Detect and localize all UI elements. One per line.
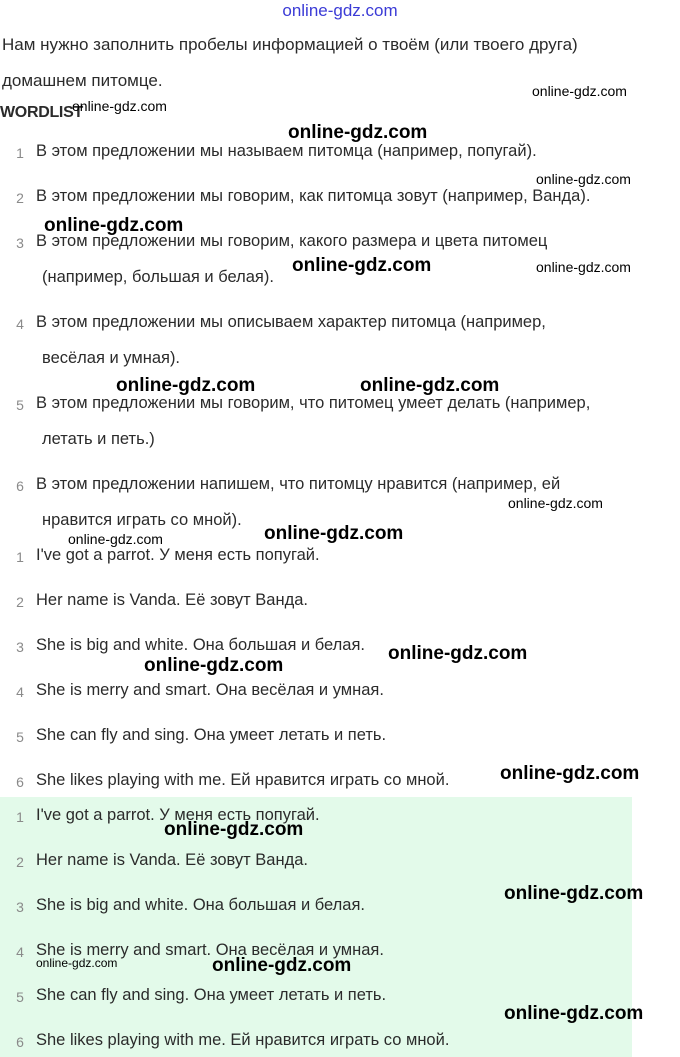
intro-line-1: Нам нужно заполнить пробелы информацией о твоём (или твоего друга) (2, 35, 578, 54)
watermark: online-gdz.com (68, 531, 163, 547)
item-text: В этом предложении мы описываем характер питомца (например, (36, 313, 546, 331)
answer-text: She can fly and sing. Она умеет летать и петь. (36, 986, 387, 1004)
answer-number: 5 (16, 989, 24, 1005)
item-number: 1 (16, 145, 24, 161)
answer-text: She is merry and smart. Она весёлая и умная. (36, 681, 384, 699)
item-text-continued: (например, большая и белая). (42, 268, 274, 286)
item-text-continued: летать и петь.) (42, 430, 155, 448)
answer-text: Her name is Vanda. Её зовут Ванда. (36, 591, 308, 609)
item-number: 5 (16, 397, 24, 413)
item-text: В этом предложении мы говорим, что питомец умеет делать (например, (36, 394, 591, 412)
watermark: online-gdz.com (212, 955, 352, 976)
answer-text: She is big and white. Она большая и белая. (36, 896, 365, 914)
answer-text: I've got a parrot. У меня есть попугай. (36, 546, 320, 564)
watermark: online-gdz.com (292, 255, 432, 276)
item-number: 3 (16, 235, 24, 251)
answer-number: 6 (16, 774, 24, 790)
answer-number: 6 (16, 1034, 24, 1050)
watermark: online-gdz.com (536, 259, 631, 275)
watermark: online-gdz.com (360, 375, 500, 396)
watermark: online-gdz.com (388, 643, 528, 664)
item-number: 6 (16, 478, 24, 494)
watermark: online-gdz.com (144, 655, 284, 676)
watermark: online-gdz.com (264, 523, 404, 544)
item-number: 4 (16, 316, 24, 332)
answer-number: 2 (16, 594, 24, 610)
answer-number: 5 (16, 729, 24, 745)
watermark: online-gdz.com (504, 1003, 644, 1024)
intro-line-2: домашнем питомце. (2, 71, 163, 90)
watermark: online-gdz.com (536, 171, 631, 187)
answer-text: She likes playing with me. Ей нравится играть со мной. (36, 1031, 450, 1049)
item-text: В этом предложении напишем, что питомцу нравится (например, ей (36, 475, 561, 493)
item-text-continued: нравится играть со мной). (42, 511, 242, 529)
item-number: 2 (16, 190, 24, 206)
answer-number: 1 (16, 809, 24, 825)
answer-text: Her name is Vanda. Её зовут Ванда. (36, 851, 308, 869)
answer-text: She can fly and sing. Она умеет летать и петь. (36, 726, 387, 744)
answer-number: 2 (16, 854, 24, 870)
item-text: В этом предложении мы говорим, какого размера и цвета питомец (36, 232, 548, 250)
watermark: online-gdz.com (532, 83, 627, 99)
watermark: online-gdz.com (500, 763, 640, 784)
answer-text: She is big and white. Она большая и белая. (36, 636, 365, 654)
watermark: online-gdz.com (504, 883, 644, 904)
wordlist-label: WORDLIST (0, 104, 83, 121)
answer-text: I've got a parrot. У меня есть попугай. (36, 806, 320, 824)
watermark: online-gdz.com (508, 495, 603, 511)
watermark: online-gdz.com (116, 375, 256, 396)
item-text: В этом предложении мы говорим, как питомца зовут (например, Ванда). (36, 187, 591, 205)
site-link[interactable]: online-gdz.com (282, 1, 398, 20)
answer-text: She likes playing with me. Ей нравится играть со мной. (36, 771, 450, 789)
answer-number: 4 (16, 684, 24, 700)
answer-number: 4 (16, 944, 24, 960)
watermark: online-gdz.com (36, 956, 118, 970)
watermark: online-gdz.com (44, 215, 184, 236)
item-text: В этом предложении мы называем питомца (например, попугай). (36, 142, 537, 160)
answer-number: 3 (16, 639, 24, 655)
item-text-continued: весёлая и умная). (42, 349, 181, 367)
answer-number: 1 (16, 549, 24, 565)
watermark: online-gdz.com (164, 819, 304, 840)
watermark: online-gdz.com (72, 98, 167, 114)
answer-number: 3 (16, 899, 24, 915)
watermark: online-gdz.com (288, 122, 428, 143)
answer-text: She is merry and smart. Она весёлая и умная. (36, 941, 384, 959)
